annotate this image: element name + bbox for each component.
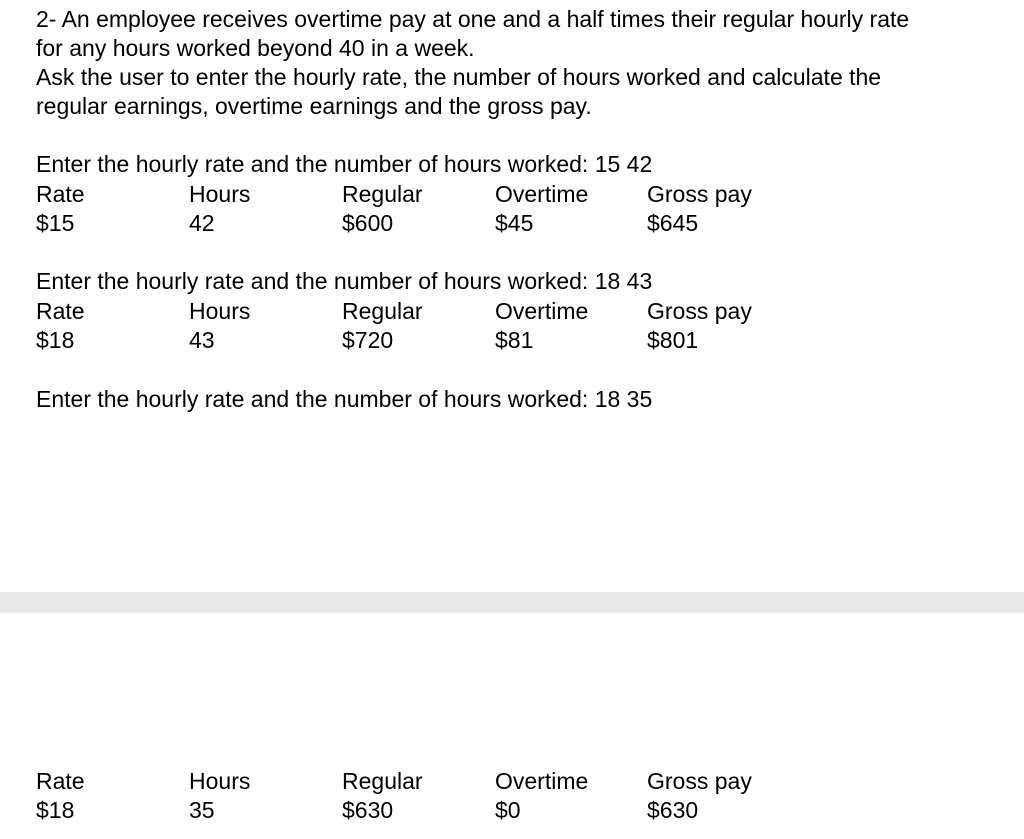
problem-line-1: 2- An employee receives overtime pay at one and a half times their regular hourly rate [36,6,910,32]
value-rate: $15 [36,210,75,236]
value-regular: $600 [342,210,394,236]
value-hours: 42 [189,210,215,236]
run-1-prompt: Enter the hourly rate and the number of hours worked: 15 42 [36,151,653,177]
value-overtime: $81 [495,327,534,353]
value-hours: 35 [189,797,215,823]
value-gross-pay: $630 [647,797,699,823]
header-regular: Regular [342,181,423,207]
header-hours: Hours [189,298,251,324]
run-2-prompt: Enter the hourly rate and the number of hours worked: 18 43 [36,268,653,294]
header-regular: Regular [342,768,423,794]
header-overtime: Overtime [495,298,589,324]
problem-line-2: for any hours worked beyond 40 in a week. [36,35,475,61]
header-gross-pay: Gross pay [647,298,752,324]
header-hours: Hours [189,768,251,794]
header-gross-pay: Gross pay [647,181,752,207]
header-rate: Rate [36,768,85,794]
header-overtime: Overtime [495,768,589,794]
value-gross-pay: $645 [647,210,699,236]
value-rate: $18 [36,797,75,823]
problem-line-3: Ask the user to enter the hourly rate, the number of hours worked and calculate the [36,64,882,90]
problem-line-4: regular earnings, overtime earnings and the gross pay. [36,93,592,119]
value-hours: 43 [189,327,215,353]
value-regular: $630 [342,797,394,823]
header-overtime: Overtime [495,181,589,207]
value-gross-pay: $801 [647,327,699,353]
value-regular: $720 [342,327,394,353]
header-gross-pay: Gross pay [647,768,752,794]
page-break-divider [0,592,1024,613]
header-regular: Regular [342,298,423,324]
header-hours: Hours [189,181,251,207]
value-overtime: $45 [495,210,534,236]
header-rate: Rate [36,298,85,324]
header-rate: Rate [36,181,85,207]
run-3-prompt: Enter the hourly rate and the number of hours worked: 18 35 [36,386,653,412]
value-rate: $18 [36,327,75,353]
value-overtime: $0 [495,797,521,823]
